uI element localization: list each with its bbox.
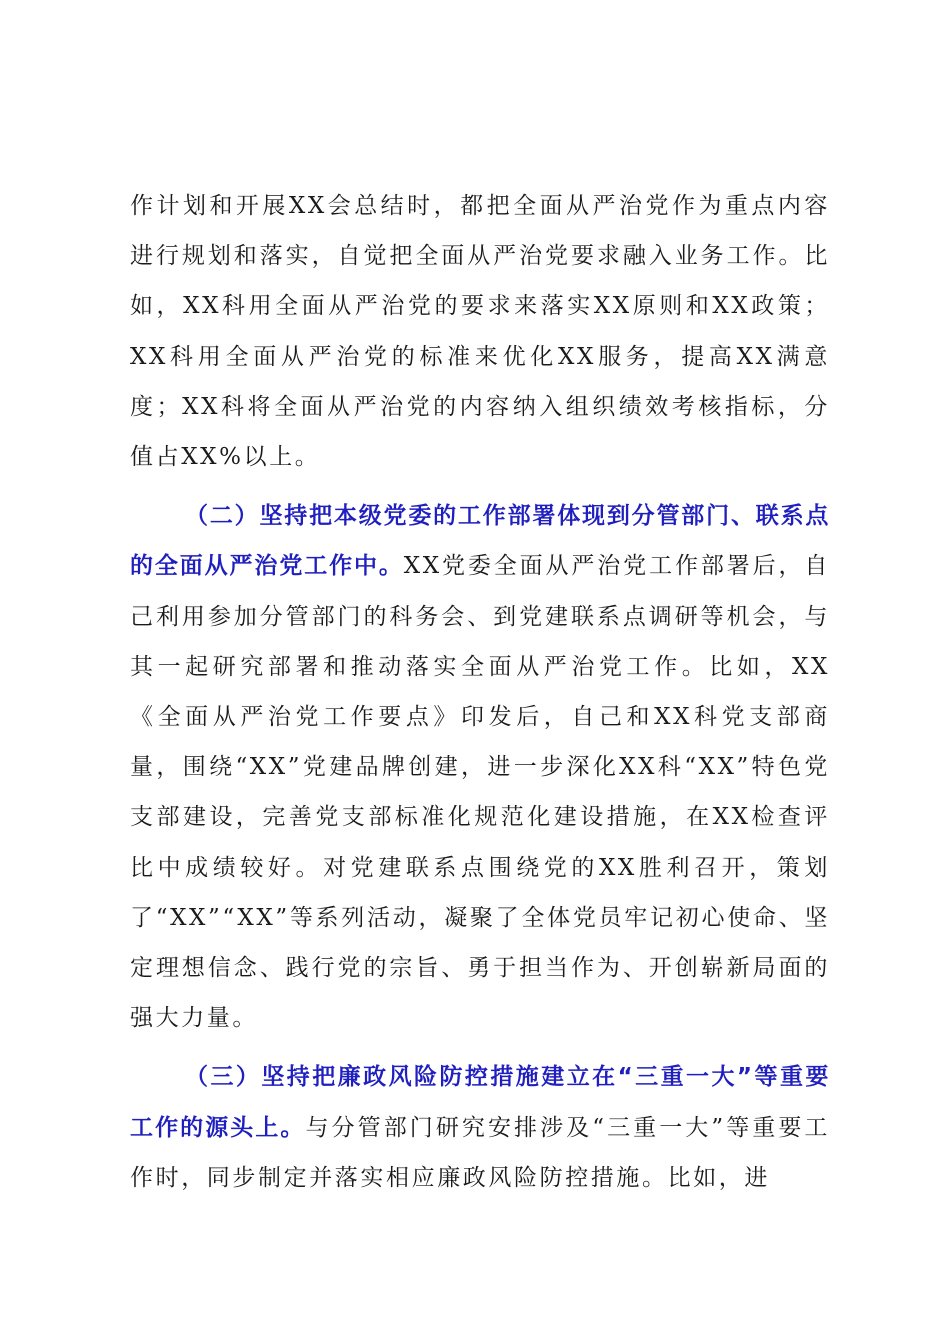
paragraph-2-text: XX党委全面从严治党工作部署后，自己利用参加分管部门的科务会、到党建联系点调研等机会，与其一起研究部署和推动落实全面从严治党工作。比如，XX《全面从严治党工作要点》印发后，自己和XX科党支部商量，围绕“XX”党建品牌创建，进一步深化XX科“XX”特色党支部建设，完善党支部标准化规范化建设措施，在XX检查评比中成绩较好。对党建联系点围绕党的XX胜利召开，策划了“XX”“XX”等系列活动，凝聚了全体党员牢记初心使命、坚定理想信念、践行党的宗旨、勇于担当作为、开创崭新局面的强大力量。 <box>130 553 830 1032</box>
paragraph-3-text: 与分管部门研究安排涉及“三重一大”等重要工作时，同步制定并落实相应廉政风险防控措施。比如，进 <box>130 1114 831 1191</box>
document-body <box>130 181 830 1203</box>
paragraph-2 <box>130 491 830 1043</box>
paragraph-1-text: 作计划和开展XX会总结时，都把全面从严治党作为重点内容进行规划和落实，自觉把全面从严治党要求融入业务工作。比如，XX科用全面从严治党的要求来落实XX原则和XX政策；XX科用全面从严治党的标准来优化XX服务，提高XX满意度；XX科将全面从严治党的内容纳入组织绩效考核指标，分值占XX%以上。 <box>130 193 830 471</box>
paragraph-3-heading: （三）坚持把廉政风险防控措施建立在“三重一大”等重要工作的源头上。 <box>130 1064 830 1141</box>
paragraph-1 <box>130 181 830 482</box>
paragraph-3 <box>130 1052 830 1203</box>
paragraph-2-heading: （二）坚持把本级党委的工作部署体现到分管部门、联系点的全面从严治党工作中。 <box>130 503 830 580</box>
